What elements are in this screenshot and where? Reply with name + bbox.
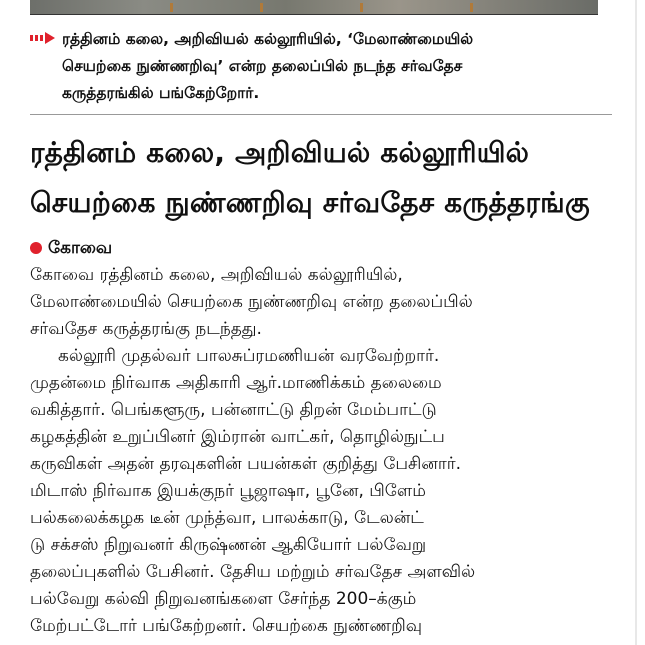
- headline: [30, 128, 620, 228]
- caption-line: செயற்கை நுண்ணறிவு’ என்ற தலைப்பில் நடந்த சர்வதேச: [62, 57, 463, 75]
- body-line: மேற்பட்டோர் பங்கேற்றனர். செயற்கை நுண்ணறிவு: [30, 616, 423, 636]
- dateline: [30, 236, 112, 260]
- caption-text: ரத்தினம் கலை, அறிவியல் கல்லூரியில், ‘மேலாண்மையில்: [62, 30, 474, 48]
- caption-line: [30, 26, 612, 53]
- body-line: கருவிகள் அதன் தரவுகளின் பயன்கள் குறித்து பேசினார்.: [30, 454, 461, 474]
- section-divider: [30, 114, 612, 115]
- headline-line: செயற்கை நுண்ணறிவு சர்வதேச கருத்தரங்கு: [30, 186, 590, 219]
- dateline-place: கோவை: [48, 238, 113, 258]
- article-body: [30, 262, 615, 640]
- body-line: மேலாண்மையில் செயற்கை நுண்ணறிவு என்ற தலைப்பில்: [30, 292, 473, 312]
- body-line: தலைப்புகளில் பேசினர். தேசிய மற்றும் சர்வதேச அளவில்: [30, 562, 476, 582]
- news-photo: [30, 0, 598, 15]
- table-leg: [470, 3, 473, 12]
- column-divider: [635, 0, 637, 645]
- body-line: கல்லூரி முதல்வர் பாலசுப்ரமணியன் வரவேற்றார்.: [58, 346, 440, 366]
- body-line: கோவை ரத்தினம் கலை, அறிவியல் கல்லூரியில்,: [30, 265, 403, 285]
- arrow-icon: [30, 31, 56, 45]
- body-line: பல்கலைக்கழக டீன் முந்த்வா, பாலக்காடு, டேலன்ட்: [30, 508, 424, 528]
- body-line: மிடாஸ் நிர்வாக இயக்குநர் பூஜாஷா, பூனே, பிளேம்: [30, 481, 426, 501]
- body-line: சர்வதேச கருத்தரங்கு நடந்தது.: [30, 319, 262, 339]
- body-line: பல்வேறு கல்வி நிறுவனங்களை சேர்ந்த 200–க்கும்: [30, 589, 417, 609]
- body-line: டு சக்சஸ் நிறுவனர் கிருஷ்ணன் ஆகியோர் பல்வேறு: [30, 535, 427, 555]
- headline-line: ரத்தினம் கலை, அறிவியல் கல்லூரியில்: [30, 136, 530, 169]
- caption-line: கருத்தரங்கில் பங்கேற்றோர்.: [62, 84, 260, 102]
- table-leg: [260, 3, 263, 12]
- photo-caption: [30, 26, 612, 107]
- table-leg: [170, 3, 173, 12]
- body-line: வகித்தார். பெங்களூரு, பன்னாட்டு திறன் மேம்பாட்டு: [30, 400, 437, 420]
- table-leg: [360, 3, 363, 12]
- body-line: கழகத்தின் உறுப்பினர் இம்ரான் வாட்கர், தொழில்நுட்ப: [30, 427, 445, 447]
- bullet-dot-icon: [30, 242, 42, 254]
- body-line: முதன்மை நிர்வாக அதிகாரி ஆர்.மாணிக்கம் தலைமை: [30, 373, 442, 393]
